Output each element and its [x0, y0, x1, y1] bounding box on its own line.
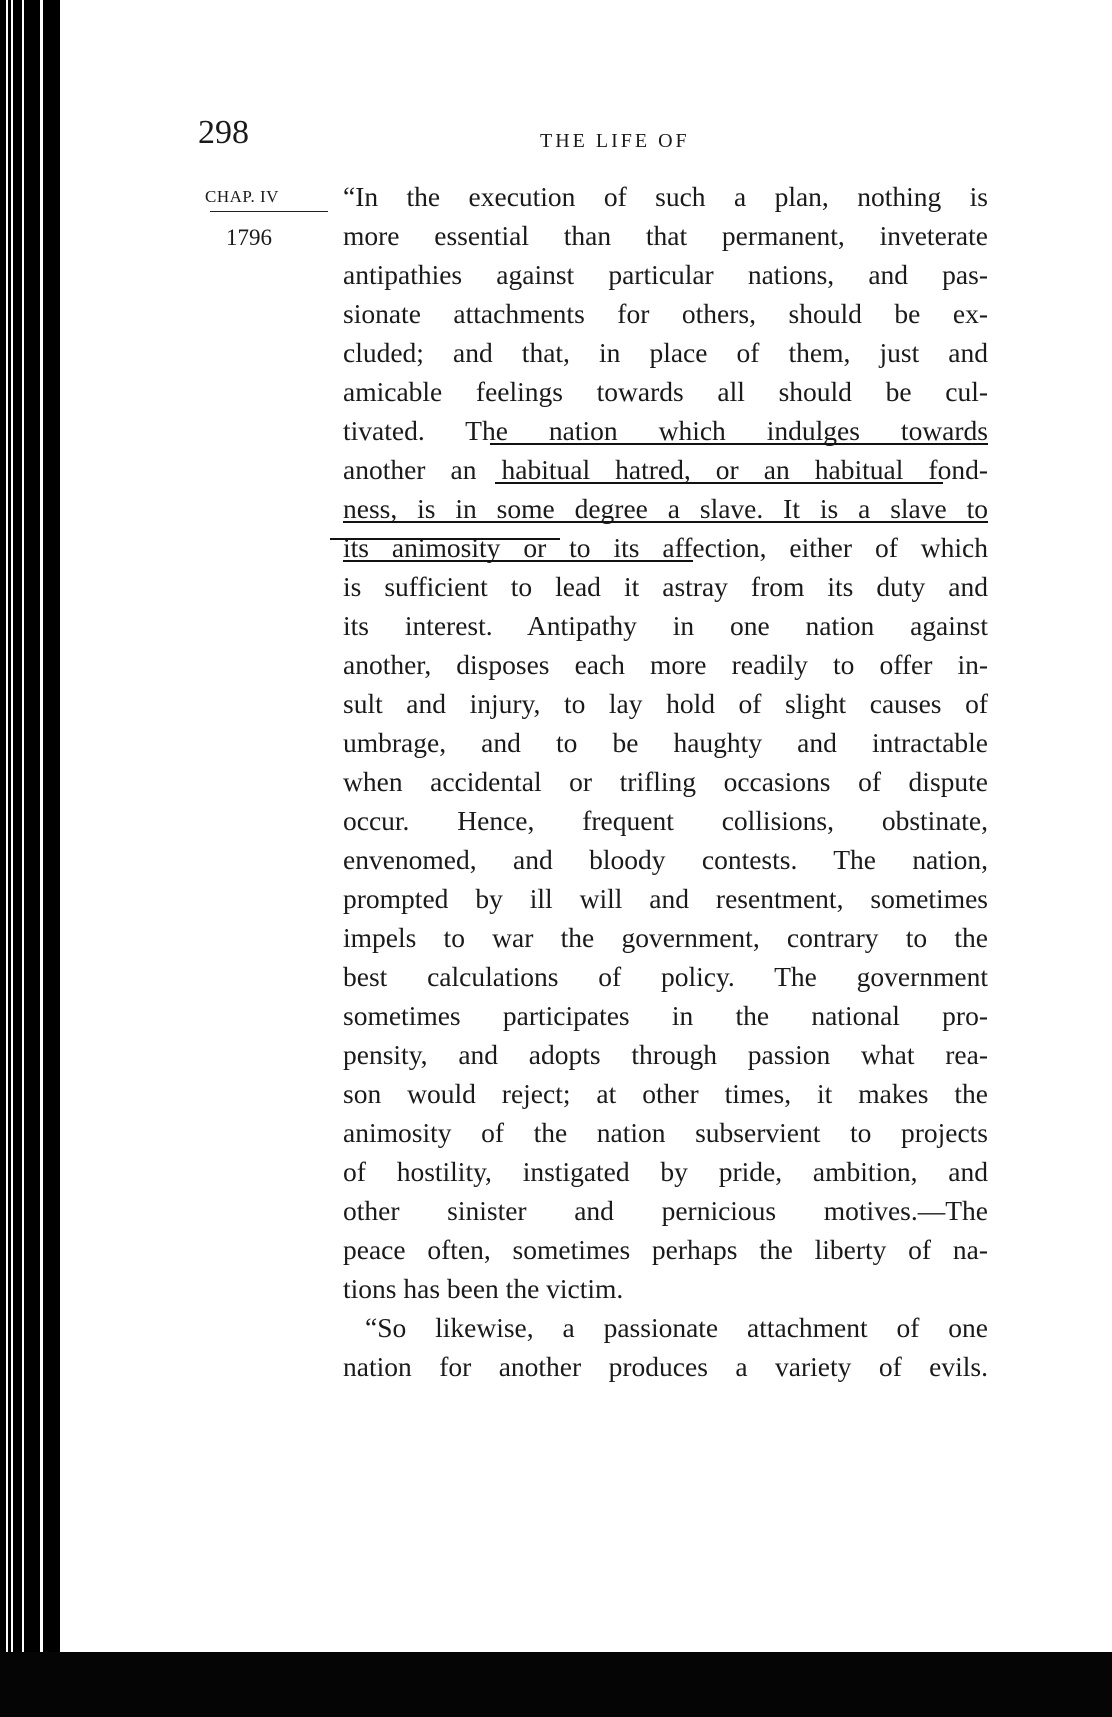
text-line: best calculations of policy. The government	[343, 961, 988, 992]
text-line: its animosity or to its affection, either of which	[343, 532, 988, 563]
text-line: sometimes participates in the national pro-	[343, 1000, 988, 1031]
text-line: another an habitual hatred, or an habitual fond-	[343, 454, 988, 485]
scan-bottom-edge	[0, 1652, 1112, 1717]
text-line: amicable feelings towards all should be cul-	[343, 376, 988, 407]
underline-mark	[490, 443, 988, 445]
text-line: peace often, sometimes perhaps the liberty of na-	[343, 1234, 988, 1265]
text-line: its interest. Antipathy in one nation against	[343, 610, 988, 641]
text-line: another, disposes each more readily to offer in-	[343, 649, 988, 680]
text-line: impels to war the government, contrary to the	[343, 922, 988, 953]
text-line: antipathies against particular nations, and pas-	[343, 259, 988, 290]
text-line: tivated. The nation which indulges towards	[343, 415, 988, 446]
text-line: sionate attachments for others, should be ex-	[343, 298, 988, 329]
underline-mark	[343, 560, 693, 562]
text-line: when accidental or trifling occasions of dispute	[343, 766, 988, 797]
book-spine-shadow	[0, 0, 66, 1717]
text-line: more essential than that permanent, inveterate	[343, 220, 988, 251]
margin-rule	[210, 211, 328, 212]
text-line: pensity, and adopts through passion what rea-	[343, 1039, 988, 1070]
margin-year: 1796	[226, 225, 272, 250]
underline-mark	[343, 521, 988, 523]
running-head: THE LIFE OF	[540, 130, 690, 152]
text-line: other sinister and pernicious motives.—The	[343, 1195, 988, 1226]
page-number: 298	[198, 114, 249, 151]
text-line: sult and injury, to lay hold of slight causes of	[343, 688, 988, 719]
text-line: umbrage, and to be haughty and intractable	[343, 727, 988, 758]
text-line: envenomed, and bloody contests. The nation,	[343, 844, 988, 875]
text-line: of hostility, instigated by pride, ambition, and	[343, 1156, 988, 1187]
text-line: “So likewise, a passionate attachment of one	[365, 1312, 988, 1343]
text-line: occur. Hence, frequent collisions, obstinate,	[343, 805, 988, 836]
text-line: is sufficient to lead it astray from its duty and	[343, 571, 988, 602]
text-line: animosity of the nation subservient to projects	[343, 1117, 988, 1148]
underline-mark	[495, 482, 943, 484]
text-line: ness, is in some degree a slave. It is a slave to	[343, 493, 988, 524]
margin-chapter-label: CHAP. IV	[205, 187, 279, 206]
text-line: cluded; and that, in place of them, just and	[343, 337, 988, 368]
body-text	[343, 177, 988, 1386]
text-line: nation for another produces a variety of evils.	[343, 1351, 988, 1382]
text-line: “In the execution of such a plan, nothing is	[343, 181, 988, 212]
underline-mark	[330, 538, 560, 540]
text-line: prompted by ill will and resentment, sometimes	[343, 883, 988, 914]
text-line: son would reject; at other times, it makes the	[343, 1078, 988, 1109]
text-line: tions has been the victim.	[343, 1273, 624, 1304]
